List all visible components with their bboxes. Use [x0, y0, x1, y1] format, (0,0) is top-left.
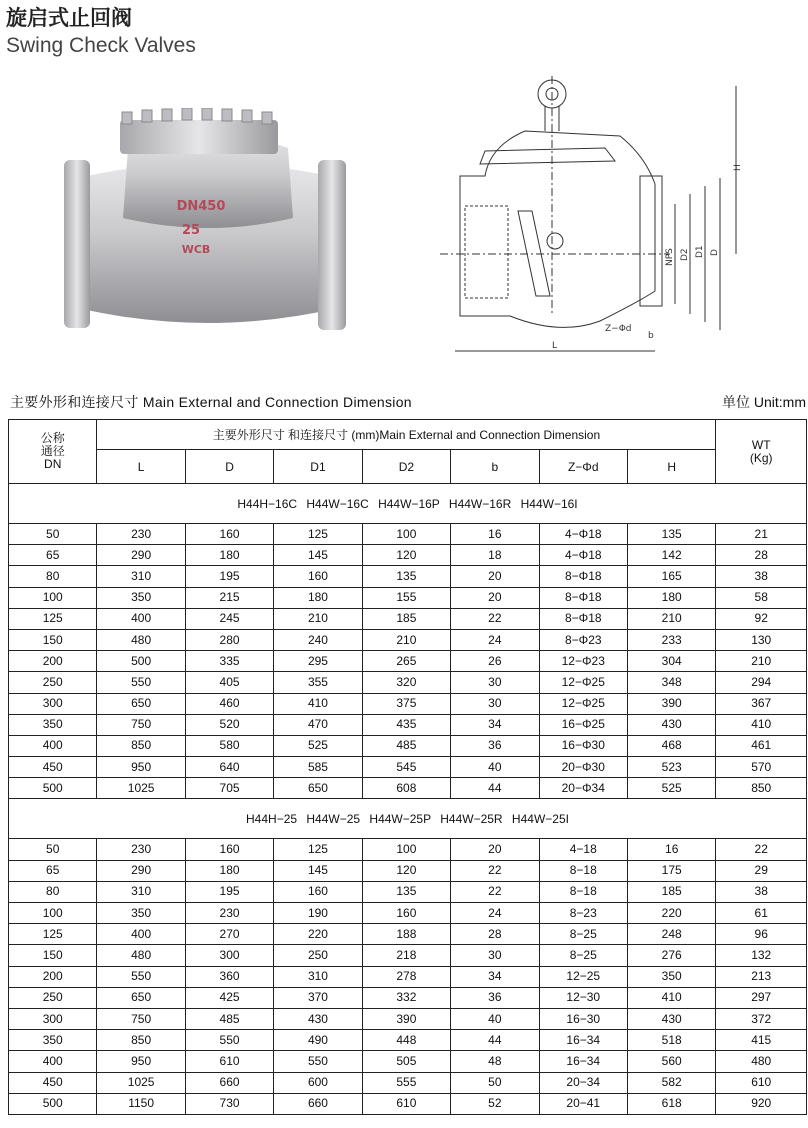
table-cell: 297: [716, 987, 807, 1008]
table-cell: 480: [97, 629, 185, 650]
table-cell: 518: [627, 1030, 715, 1051]
table-cell: 240: [274, 629, 362, 650]
table-cell: 20: [451, 587, 539, 608]
table-row: [9, 587, 807, 608]
table-row: [9, 735, 807, 756]
table-cell: 245: [185, 608, 273, 629]
table-row: [9, 860, 807, 881]
table-cell: 180: [627, 587, 715, 608]
group-header: 主要外形尺寸 和连接尺寸 (mm)Main External and Connection Dimension: [97, 420, 716, 450]
table-cell: 304: [627, 651, 715, 672]
col-header-dn: 公称 通径 DN: [9, 420, 97, 484]
table-cell: 294: [716, 672, 807, 693]
table-row: [9, 693, 807, 714]
table-cell: 20−41: [539, 1093, 627, 1114]
table-cell: 213: [716, 966, 807, 987]
table-row: [9, 987, 807, 1008]
table-row: [9, 1093, 807, 1114]
table-cell: 120: [362, 545, 450, 566]
table-cell: 850: [716, 778, 807, 799]
table-cell: 12−Φ25: [539, 672, 627, 693]
table-cell: 570: [716, 757, 807, 778]
table-cell: 100: [9, 903, 97, 924]
table-cell: 20: [451, 566, 539, 587]
table-cell: 195: [185, 566, 273, 587]
table-cell: 30: [451, 672, 539, 693]
table-cell: 4−Φ18: [539, 545, 627, 566]
table-cell: 150: [9, 629, 97, 650]
dim-label-h: H: [733, 164, 743, 171]
table-cell: 185: [362, 608, 450, 629]
table-cell: 750: [97, 714, 185, 735]
table-cell: 210: [362, 629, 450, 650]
table-cell: 44: [451, 778, 539, 799]
table-cell: 350: [97, 903, 185, 924]
dim-label-d2: D2: [680, 248, 690, 261]
table-cell: 500: [97, 651, 185, 672]
table-cell: 18: [451, 545, 539, 566]
table-cell: 120: [362, 860, 450, 881]
table-row: [9, 903, 807, 924]
table-cell: 20−34: [539, 1072, 627, 1093]
table-cell: 38: [716, 566, 807, 587]
col-header-h: H: [627, 450, 715, 484]
table-cell: 220: [627, 903, 715, 924]
table-cell: 125: [9, 608, 97, 629]
table-cell: 125: [9, 924, 97, 945]
table-cell: 276: [627, 945, 715, 966]
table-cell: 500: [9, 778, 97, 799]
table-cell: 390: [627, 693, 715, 714]
col-header-b: b: [451, 450, 539, 484]
valve-marking-material: WCB: [181, 243, 211, 256]
table-cell: 58: [716, 587, 807, 608]
table-cell: 8−Φ23: [539, 629, 627, 650]
table-cell: 16−34: [539, 1030, 627, 1051]
table-cell: 8−Φ18: [539, 566, 627, 587]
table-cell: 40: [451, 757, 539, 778]
table-cell: 4−18: [539, 839, 627, 860]
table-cell: 660: [185, 1072, 273, 1093]
table-row: [9, 778, 807, 799]
table-cell: 485: [362, 735, 450, 756]
table-cell: 850: [97, 1030, 185, 1051]
table-cell: 410: [274, 693, 362, 714]
table-row: [9, 881, 807, 902]
table-cell: 100: [9, 587, 97, 608]
table-cell: 350: [627, 966, 715, 987]
table-cell: 480: [97, 945, 185, 966]
unit-label: 单位 Unit:mm: [722, 394, 806, 410]
section-title: 主要外形和连接尺寸 Main External and Connection Dimension: [10, 394, 412, 410]
table-cell: 750: [97, 1008, 185, 1029]
series-row: [9, 799, 807, 839]
table-cell: 310: [97, 881, 185, 902]
table-cell: 660: [274, 1093, 362, 1114]
col-header-bolts: Z−Φd: [539, 450, 627, 484]
table-cell: 550: [274, 1051, 362, 1072]
table-cell: 580: [185, 735, 273, 756]
table-cell: 610: [185, 1051, 273, 1072]
table-cell: 16: [451, 524, 539, 545]
table-cell: 608: [362, 778, 450, 799]
table-cell: 220: [274, 924, 362, 945]
table-cell: 135: [362, 881, 450, 902]
table-row: [9, 1051, 807, 1072]
table-cell: 50: [9, 524, 97, 545]
table-row: [9, 714, 807, 735]
table-cell: 705: [185, 778, 273, 799]
table-cell: 8−Φ18: [539, 587, 627, 608]
table-cell: 8−Φ18: [539, 608, 627, 629]
table-cell: 1025: [97, 778, 185, 799]
table-cell: 650: [97, 693, 185, 714]
col-header-d: D: [185, 450, 273, 484]
table-cell: 12−30: [539, 987, 627, 1008]
table-row: [9, 924, 807, 945]
table-cell: 250: [9, 672, 97, 693]
table-cell: 425: [185, 987, 273, 1008]
series-label: H44H−16C H44W−16C H44W−16P H44W−16R H44W−16I: [9, 484, 807, 524]
table-row: [9, 966, 807, 987]
table-cell: 24: [451, 903, 539, 924]
table-cell: 16−Φ25: [539, 714, 627, 735]
dim-label-d1: D1: [695, 245, 705, 258]
table-cell: 505: [362, 1051, 450, 1072]
table-cell: 180: [185, 860, 273, 881]
table-cell: 180: [274, 587, 362, 608]
table-cell: 461: [716, 735, 807, 756]
table-cell: 233: [627, 629, 715, 650]
table-cell: 355: [274, 672, 362, 693]
table-cell: 332: [362, 987, 450, 1008]
table-cell: 550: [97, 966, 185, 987]
table-cell: 61: [716, 903, 807, 924]
table-cell: 375: [362, 693, 450, 714]
table-cell: 367: [716, 693, 807, 714]
table-cell: 28: [716, 545, 807, 566]
table-cell: 1025: [97, 1072, 185, 1093]
table-row: [9, 1030, 807, 1051]
table-cell: 190: [274, 903, 362, 924]
table-cell: 610: [362, 1093, 450, 1114]
table-cell: 210: [716, 651, 807, 672]
table-cell: 160: [185, 839, 273, 860]
table-cell: 44: [451, 1030, 539, 1051]
table-cell: 180: [185, 545, 273, 566]
table-cell: 12−Φ23: [539, 651, 627, 672]
table-cell: 610: [716, 1072, 807, 1093]
table-cell: 50: [9, 839, 97, 860]
dim-label-b: b: [648, 331, 654, 341]
dim-label-nps: NPS: [665, 248, 675, 266]
table-cell: 920: [716, 1093, 807, 1114]
dimension-table: [8, 419, 807, 1115]
table-cell: 348: [627, 672, 715, 693]
table-cell: 480: [716, 1051, 807, 1072]
table-cell: 12−25: [539, 966, 627, 987]
table-cell: 8−25: [539, 924, 627, 945]
table-cell: 555: [362, 1072, 450, 1093]
table-cell: 290: [97, 545, 185, 566]
table-cell: 96: [716, 924, 807, 945]
table-cell: 400: [9, 1051, 97, 1072]
table-cell: 265: [362, 651, 450, 672]
col-header-l: L: [97, 450, 185, 484]
table-cell: 30: [451, 945, 539, 966]
table-cell: 1150: [97, 1093, 185, 1114]
table-row: [9, 672, 807, 693]
table-cell: 300: [9, 693, 97, 714]
table-cell: 100: [362, 524, 450, 545]
table-cell: 280: [185, 629, 273, 650]
table-cell: 550: [185, 1030, 273, 1051]
table-cell: 650: [274, 778, 362, 799]
table-cell: 270: [185, 924, 273, 945]
table-cell: 36: [451, 987, 539, 1008]
table-cell: 372: [716, 1008, 807, 1029]
table-cell: 8−18: [539, 881, 627, 902]
table-cell: 430: [627, 1008, 715, 1029]
table-cell: 188: [362, 924, 450, 945]
dim-label-d: D: [710, 249, 720, 256]
table-cell: 215: [185, 587, 273, 608]
table-cell: 34: [451, 714, 539, 735]
table-cell: 22: [451, 860, 539, 881]
table-cell: 65: [9, 860, 97, 881]
table-cell: 22: [451, 608, 539, 629]
table-cell: 48: [451, 1051, 539, 1072]
table-cell: 545: [362, 757, 450, 778]
table-row: [9, 757, 807, 778]
table-cell: 585: [274, 757, 362, 778]
table-row: [9, 1008, 807, 1029]
table-cell: 230: [97, 524, 185, 545]
table-cell: 430: [627, 714, 715, 735]
table-cell: 65: [9, 545, 97, 566]
table-cell: 950: [97, 1051, 185, 1072]
table-cell: 8−18: [539, 860, 627, 881]
table-cell: 160: [362, 903, 450, 924]
table-cell: 290: [97, 860, 185, 881]
page-title-cn: 旋启式止回阀: [6, 6, 132, 30]
table-cell: 410: [627, 987, 715, 1008]
table-cell: 295: [274, 651, 362, 672]
table-cell: 135: [627, 524, 715, 545]
col-header-d1: D1: [274, 450, 362, 484]
table-cell: 248: [627, 924, 715, 945]
table-cell: 8−25: [539, 945, 627, 966]
table-cell: 310: [97, 566, 185, 587]
table-cell: 16−34: [539, 1051, 627, 1072]
table-cell: 400: [97, 924, 185, 945]
table-cell: 435: [362, 714, 450, 735]
table-cell: 150: [9, 945, 97, 966]
table-cell: 468: [627, 735, 715, 756]
table-cell: 185: [627, 881, 715, 902]
series-label: H44H−25 H44W−25 H44W−25P H44W−25R H44W−25I: [9, 799, 807, 839]
table-cell: 130: [716, 629, 807, 650]
table-cell: 560: [627, 1051, 715, 1072]
page-title-en: Swing Check Valves: [6, 34, 196, 57]
table-cell: 450: [9, 1072, 97, 1093]
table-cell: 230: [97, 839, 185, 860]
table-cell: 20: [451, 839, 539, 860]
table-cell: 582: [627, 1072, 715, 1093]
table-cell: 278: [362, 966, 450, 987]
table-cell: 29: [716, 860, 807, 881]
table-row: [9, 545, 807, 566]
table-cell: 16−Φ30: [539, 735, 627, 756]
table-row: [9, 608, 807, 629]
table-cell: 160: [274, 566, 362, 587]
table-cell: 320: [362, 672, 450, 693]
table-cell: 500: [9, 1093, 97, 1114]
table-cell: 160: [274, 881, 362, 902]
col-header-wt: WT (Kg): [716, 420, 807, 484]
table-row: [9, 651, 807, 672]
table-cell: 350: [9, 714, 97, 735]
table-cell: 50: [451, 1072, 539, 1093]
table-cell: 135: [362, 566, 450, 587]
table-cell: 52: [451, 1093, 539, 1114]
table-cell: 175: [627, 860, 715, 881]
table-cell: 450: [9, 757, 97, 778]
table-cell: 470: [274, 714, 362, 735]
table-cell: 525: [627, 778, 715, 799]
dim-label-l: L: [552, 341, 558, 351]
table-row: [9, 566, 807, 587]
table-cell: 30: [451, 693, 539, 714]
table-cell: 100: [362, 839, 450, 860]
table-cell: 16−30: [539, 1008, 627, 1029]
table-cell: 370: [274, 987, 362, 1008]
table-cell: 300: [9, 1008, 97, 1029]
table-cell: 80: [9, 566, 97, 587]
table-cell: 400: [9, 735, 97, 756]
table-cell: 24: [451, 629, 539, 650]
valve-photo: [58, 108, 358, 340]
table-cell: 460: [185, 693, 273, 714]
table-row: [9, 524, 807, 545]
table-cell: 310: [274, 966, 362, 987]
table-cell: 250: [9, 987, 97, 1008]
table-cell: 195: [185, 881, 273, 902]
table-cell: 21: [716, 524, 807, 545]
table-row: [9, 629, 807, 650]
table-cell: 8−23: [539, 903, 627, 924]
table-cell: 360: [185, 966, 273, 987]
table-cell: 210: [274, 608, 362, 629]
table-cell: 405: [185, 672, 273, 693]
table-cell: 22: [451, 881, 539, 902]
col-header-d2: D2: [362, 450, 450, 484]
table-cell: 26: [451, 651, 539, 672]
table-cell: 390: [362, 1008, 450, 1029]
table-cell: 142: [627, 545, 715, 566]
table-cell: 350: [97, 587, 185, 608]
table-cell: 490: [274, 1030, 362, 1051]
table-cell: 12−Φ25: [539, 693, 627, 714]
table-cell: 28: [451, 924, 539, 945]
table-cell: 20−Φ30: [539, 757, 627, 778]
dim-label-bolts: Z−Φd: [605, 324, 632, 334]
table-cell: 125: [274, 524, 362, 545]
table-cell: 250: [274, 945, 362, 966]
table-cell: 200: [9, 651, 97, 672]
table-cell: 520: [185, 714, 273, 735]
table-cell: 950: [97, 757, 185, 778]
table-cell: 410: [716, 714, 807, 735]
table-cell: 92: [716, 608, 807, 629]
table-cell: 618: [627, 1093, 715, 1114]
table-cell: 132: [716, 945, 807, 966]
table-cell: 165: [627, 566, 715, 587]
table-cell: 145: [274, 545, 362, 566]
table-cell: 550: [97, 672, 185, 693]
table-cell: 20−Φ34: [539, 778, 627, 799]
table-cell: 16: [627, 839, 715, 860]
table-cell: 160: [185, 524, 273, 545]
table-cell: 145: [274, 860, 362, 881]
table-cell: 525: [274, 735, 362, 756]
table-cell: 400: [97, 608, 185, 629]
table-cell: 22: [716, 839, 807, 860]
valve-marking-pressure: 25: [181, 223, 201, 238]
table-cell: 523: [627, 757, 715, 778]
table-cell: 40: [451, 1008, 539, 1029]
table-cell: 640: [185, 757, 273, 778]
table-row: [9, 945, 807, 966]
table-cell: 218: [362, 945, 450, 966]
table-cell: 350: [9, 1030, 97, 1051]
table-row: [9, 1072, 807, 1093]
table-cell: 415: [716, 1030, 807, 1051]
table-cell: 4−Φ18: [539, 524, 627, 545]
table-row: [9, 839, 807, 860]
table-cell: 430: [274, 1008, 362, 1029]
valve-marking-size: DN450: [176, 199, 226, 214]
table-cell: 230: [185, 903, 273, 924]
table-cell: 335: [185, 651, 273, 672]
table-cell: 730: [185, 1093, 273, 1114]
series-row: [9, 484, 807, 524]
table-cell: 155: [362, 587, 450, 608]
table-cell: 36: [451, 735, 539, 756]
table-cell: 448: [362, 1030, 450, 1051]
table-cell: 650: [97, 987, 185, 1008]
table-cell: 600: [274, 1072, 362, 1093]
table-cell: 125: [274, 839, 362, 860]
table-cell: 485: [185, 1008, 273, 1029]
table-cell: 210: [627, 608, 715, 629]
table-cell: 850: [97, 735, 185, 756]
valve-section-drawing: [440, 76, 770, 366]
table-cell: 38: [716, 881, 807, 902]
table-cell: 80: [9, 881, 97, 902]
table-cell: 34: [451, 966, 539, 987]
table-cell: 200: [9, 966, 97, 987]
table-cell: 300: [185, 945, 273, 966]
